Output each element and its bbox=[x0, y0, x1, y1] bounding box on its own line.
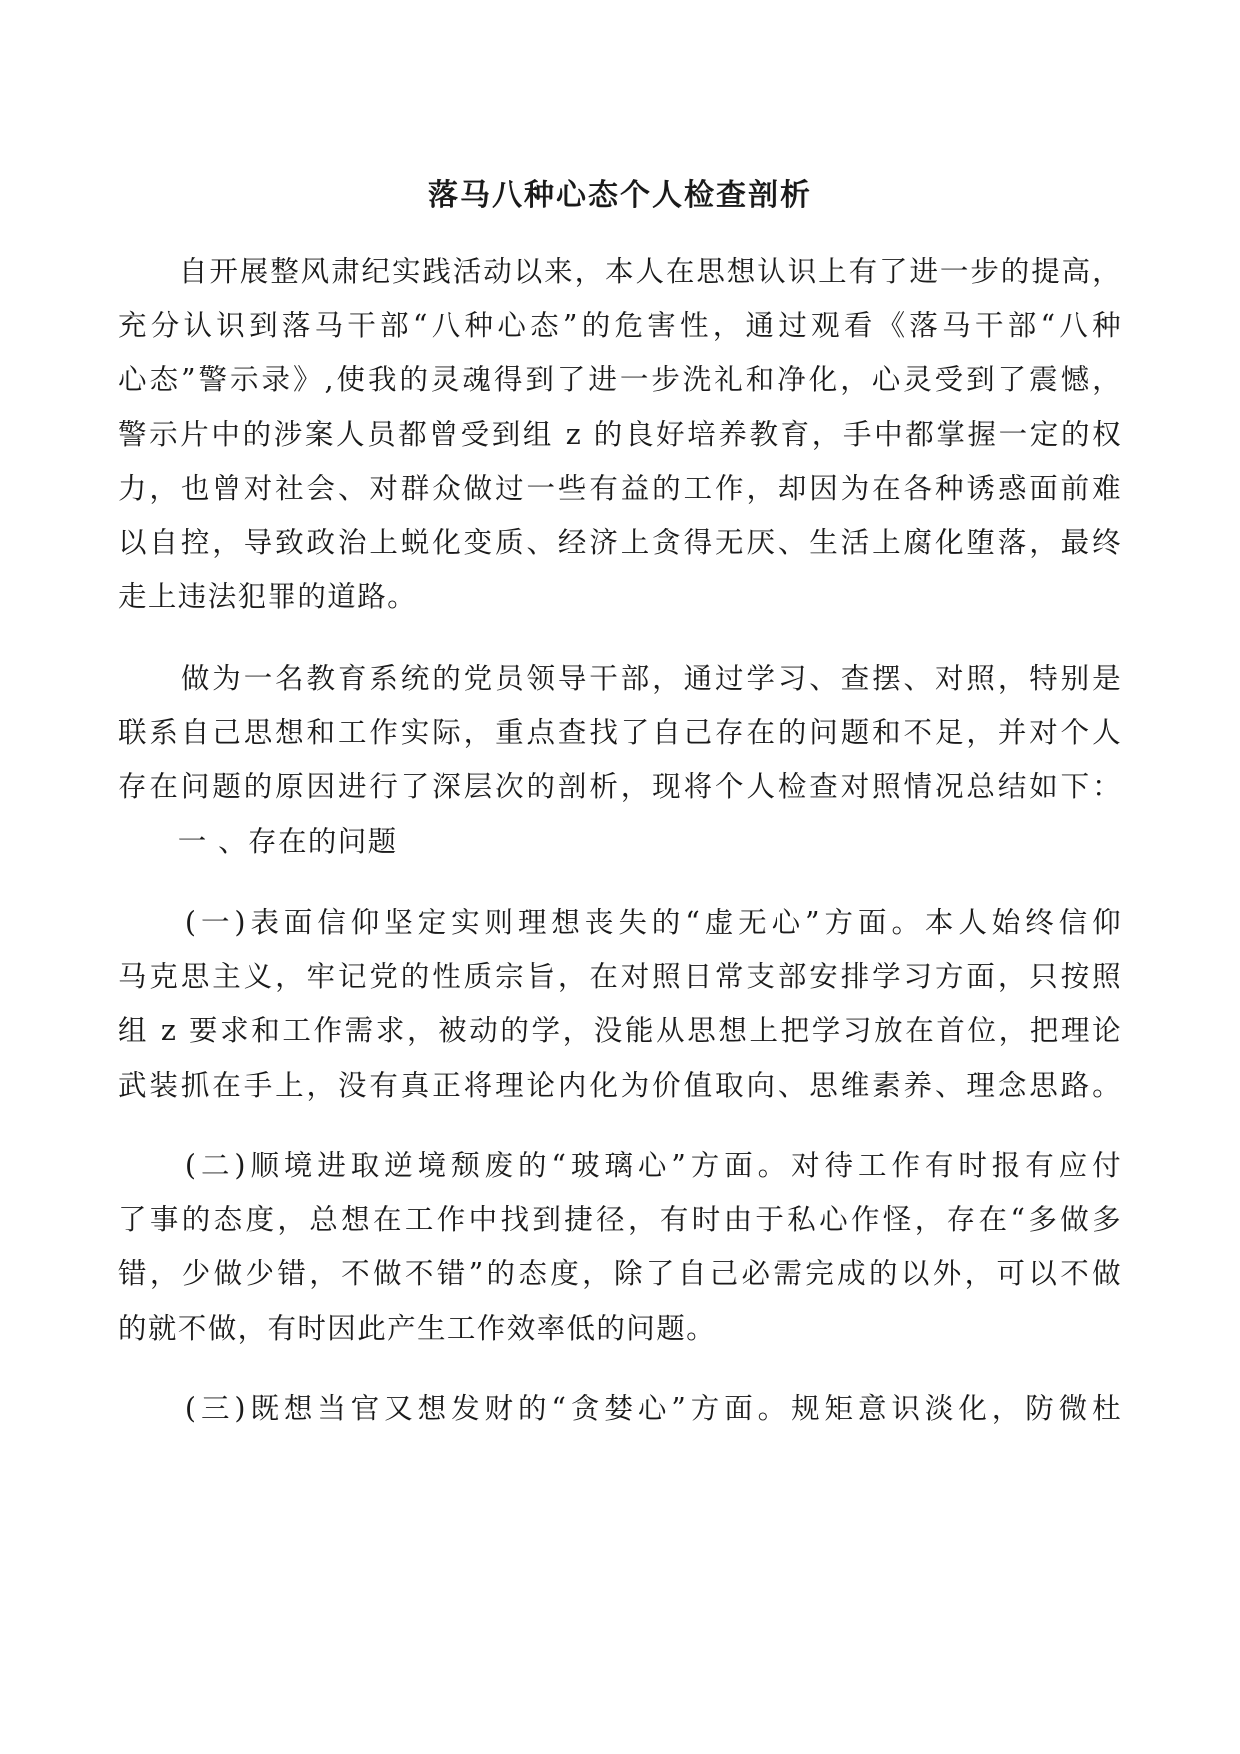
text-line: 联系自己思想和工作实际，重点查找了自己存在的问题和不足，并对个人 bbox=[118, 716, 1122, 750]
paragraph-intro bbox=[118, 245, 1122, 624]
paragraph-item-2 bbox=[118, 1139, 1122, 1356]
text-line: 的就不做，有时因此产生工作效率低的问题。 bbox=[118, 1311, 717, 1345]
text-line: (二)顺境进取逆境颓废的“玻璃心”方面。对待工作有时报有应付 bbox=[118, 1149, 1122, 1182]
text-line: 心态”警示录》,使我的灵魂得到了进一步洗礼和净化，心灵受到了震憾， bbox=[118, 363, 1122, 397]
text-line: 自开展整风肃纪实践活动以来，本人在思想认识上有了进一步的提高， bbox=[118, 255, 1122, 288]
text-line: 武装抓在手上，没有真正将理论内化为价值取向、思维素养、理念思路。 bbox=[118, 1068, 1122, 1102]
text-line: 充分认识到落马干部“八种心态”的危害性，通过观看《落马干部“八种 bbox=[118, 309, 1122, 343]
text-line: 组 z 要求和工作需求，被动的学，没能从思想上把学习放在首位，把理论 bbox=[118, 1014, 1122, 1048]
document-title: 落马八种心态个人检查剖析 bbox=[428, 178, 812, 213]
text-line: 存在问题的原因进行了深层次的剖析，现将个人检查对照情况总结如下： bbox=[118, 770, 1122, 804]
text-line: 了事的态度，总想在工作中找到捷径，有时由于私心作怪，存在“多做多 bbox=[118, 1203, 1122, 1237]
paragraph-self-check bbox=[118, 652, 1122, 815]
text-line: 走上违法犯罪的道路。 bbox=[118, 580, 418, 614]
text-line: 一 、存在的问题 bbox=[118, 825, 398, 858]
text-line: (三)既想当官又想发财的“贪婪心”方面。规矩意识淡化，防微杜 bbox=[118, 1392, 1122, 1425]
text-line: 警示片中的涉案人员都曾受到组 z 的良好培养教育，手中都掌握一定的权 bbox=[118, 417, 1122, 451]
text-line: 做为一名教育系统的党员领导干部，通过学习、查摆、对照，特别是 bbox=[118, 662, 1122, 695]
text-line: 马克思主义，牢记党的性质宗旨，在对照日常支部安排学习方面，只按照 bbox=[118, 960, 1122, 994]
paragraph-item-1 bbox=[118, 896, 1122, 1113]
paragraph-item-3 bbox=[118, 1382, 1122, 1436]
text-line: 错，少做少错，不做不错”的态度，除了自己必需完成的以外，可以不做 bbox=[118, 1257, 1122, 1291]
text-line: 以自控，导致政治上蜕化变质、经济上贪得无厌、生活上腐化堕落，最终 bbox=[118, 525, 1122, 559]
text-line: 力，也曾对社会、对群众做过一些有益的工作，却因为在各种诱惑面前难 bbox=[118, 471, 1122, 505]
text-line: (一)表面信仰坚定实则理想丧失的“虚无心”方面。本人始终信仰 bbox=[118, 906, 1122, 939]
section-heading bbox=[118, 815, 1122, 869]
